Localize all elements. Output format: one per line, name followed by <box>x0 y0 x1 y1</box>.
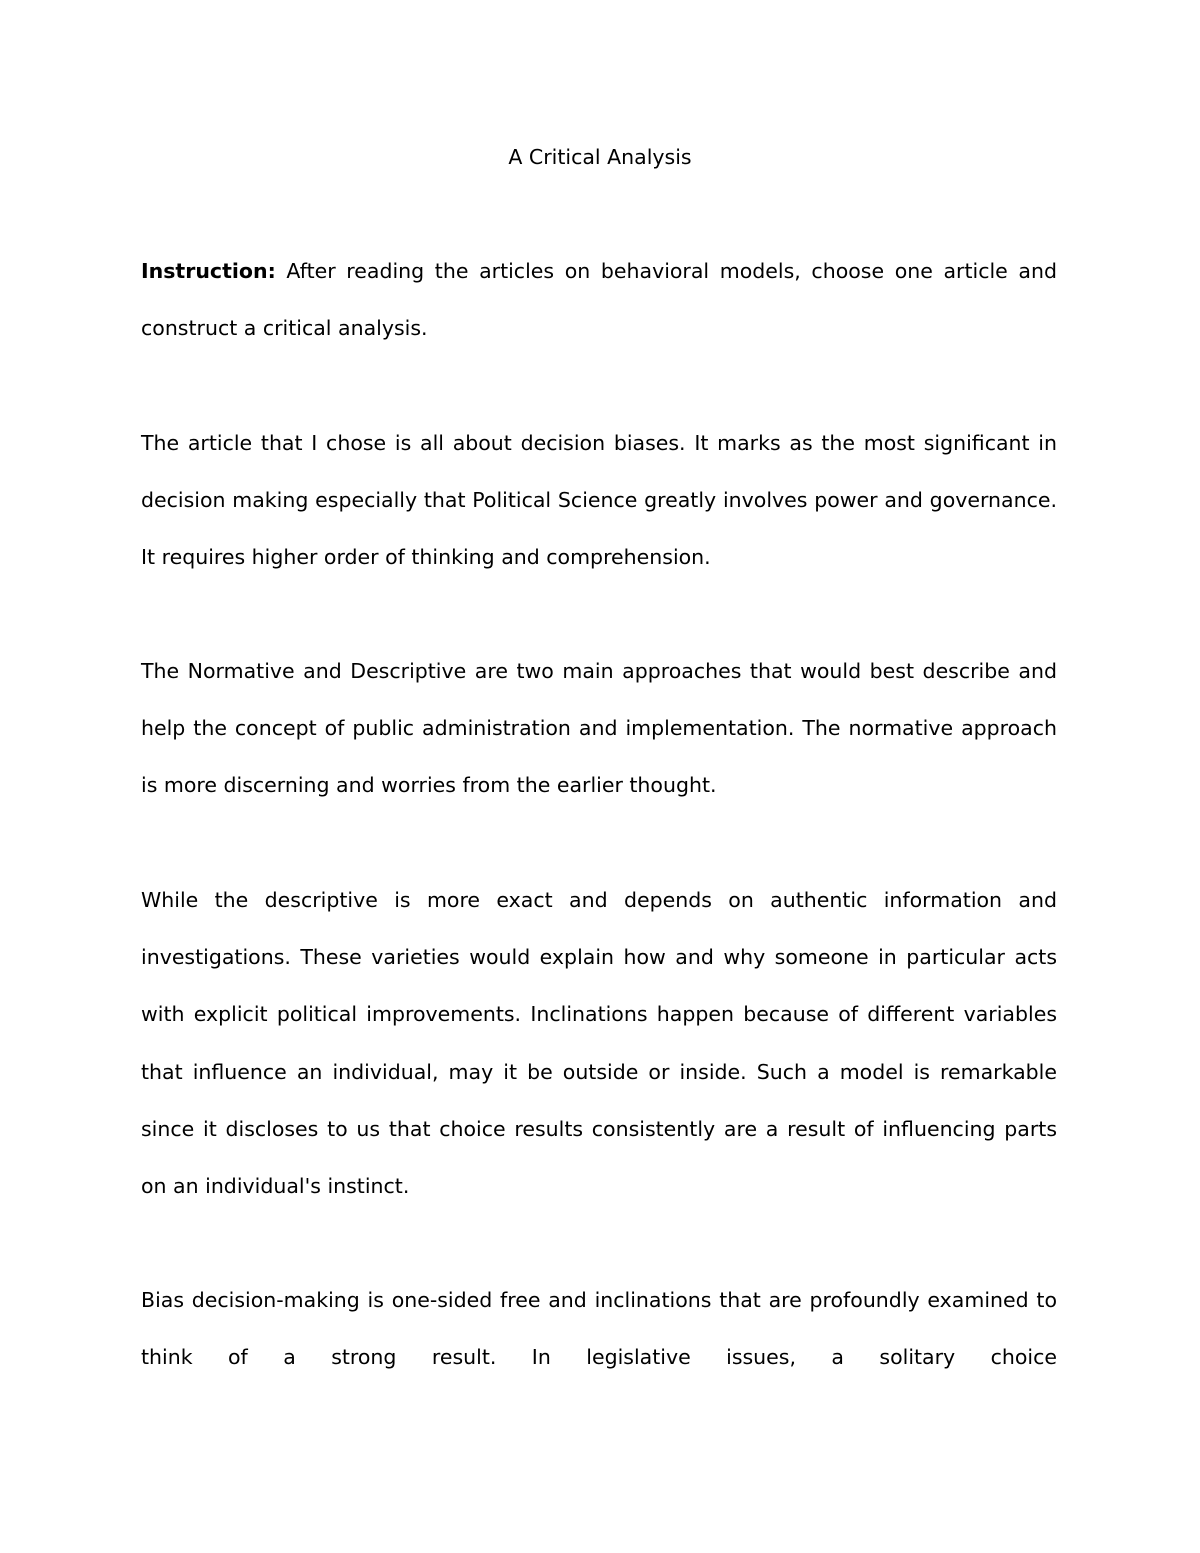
instruction-text: After reading the articles on behavioral models, choose one article and construct a critical analysis. <box>141 259 1057 341</box>
instruction-paragraph <box>141 243 1057 357</box>
body-paragraph-1: The article that I chose is all about decision biases. It marks as the most significant in decision making especially that Political Science greatly involves power and governance. It requires higher order of thinking and comprehension. <box>141 431 1057 570</box>
document-title: A Critical Analysis <box>508 145 692 169</box>
instruction-label: Instruction: <box>141 259 276 283</box>
body-paragraph-2: The Normative and Descriptive are two main approaches that would best describe and help the concept of public administration and implementation. The normative approach is more discerning and worries from the earlier thought. <box>141 659 1057 798</box>
body-paragraph-3: While the descriptive is more exact and depends on authentic information and investigations. These varieties would explain how and why someone in particular acts with explicit political improvements. Inclinations happen because of different variables that influence an individual, may it be outside or inside. Such a model is remarkable since it discloses to us that choice results consistently are a result of influencing parts on an individual's instinct. <box>141 888 1057 1199</box>
body-paragraph-4: Bias decision-making is one-sided free and inclinations that are profoundly examined to think of a strong result. In legislative issues, a solitary choice <box>141 1288 1057 1370</box>
